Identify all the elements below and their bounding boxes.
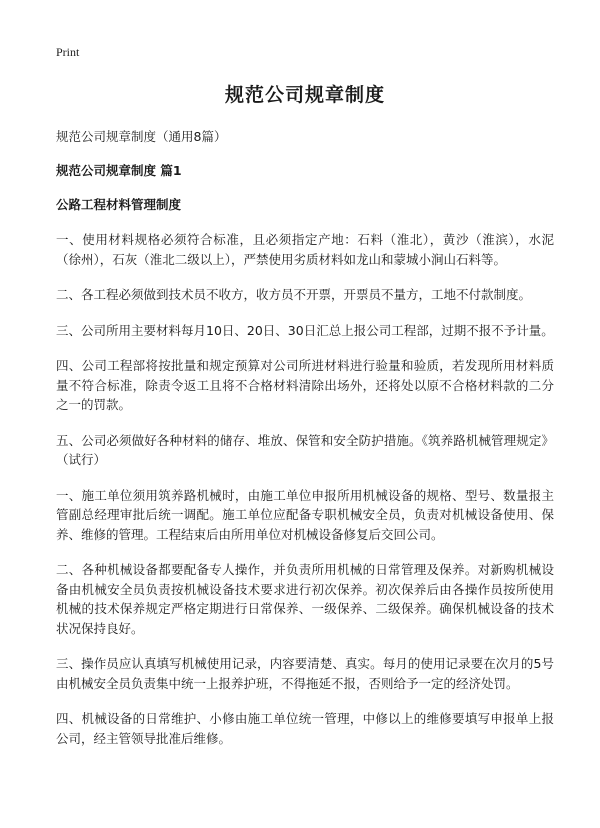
paragraph: 三、操作员应认真填写机械使用记录，内容要清楚、真实。每月的使用记录要在次月的5号由机械安全员负责集中统一上报养护班，不得拖延不报，否则给予一定的经济处罚。: [56, 656, 554, 691]
paragraph: 二、各工程必须做到技术员不收方，收方员不开票，开票员不量方，工地不付款制度。: [56, 287, 532, 302]
paragraph: 四、机械设备的日常维护、小修由施工单位统一管理，中修以上的维修要填写申报单上报公司，经主管领导批准后维修。: [56, 711, 554, 746]
document-subtitle: 规范公司规章制度（通用8篇）: [56, 129, 227, 144]
paragraph: 二、各种机械设备都要配备专人操作，并负责所用机械的日常管理及保养。对新购机械设备由机械安全员负责按机械设备技术要求进行初次保养。初次保养后由各操作员按所使用机械的技术保养规定严格定期进行日常保养、一级保养、二级保养。确保机械设备的技术状况保持良好。: [56, 562, 554, 636]
section-heading: 规范公司规章制度 篇1: [56, 163, 182, 178]
paragraph: 四、公司工程部将按批量和规定预算对公司所进材料进行验量和验质，若发现所用材料质量不符合标准，除责令返工且将不合格材料清除出场外，还将处以原不合格材料款的二分之一的罚款。: [56, 358, 554, 412]
document-title: 规范公司规章制度: [224, 84, 385, 106]
subsection-heading: 公路工程材料管理制度: [56, 197, 182, 212]
paragraph: 一、使用材料规格必须符合标准，且必须指定产地：石料（淮北），黄沙（淮滨），水泥（徐州），石灰（淮北二级以上），严禁使用劣质材料如龙山和蒙城小涧山石料等。: [56, 232, 554, 267]
paragraph: 三、公司所用主要材料每月10日、20日、30日汇总上报公司工程部，过期不报不予计量。: [56, 322, 554, 338]
paragraph: 五、公司必须做好各种材料的储存、堆放、保管和安全防护措施。《筑养路机械管理规定》（试行）: [56, 432, 554, 467]
print-link[interactable]: Print: [56, 45, 80, 59]
paragraph: 一、施工单位须用筑养路机械时，由施工单位申报所用机械设备的规格、型号、数量报主管副总经理审批后统一调配。施工单位应配备专职机械安全员，负责对机械设备使用、保养、维修的管理。工程结束后由所用单位对机械设备修复后交回公司。: [56, 487, 554, 542]
